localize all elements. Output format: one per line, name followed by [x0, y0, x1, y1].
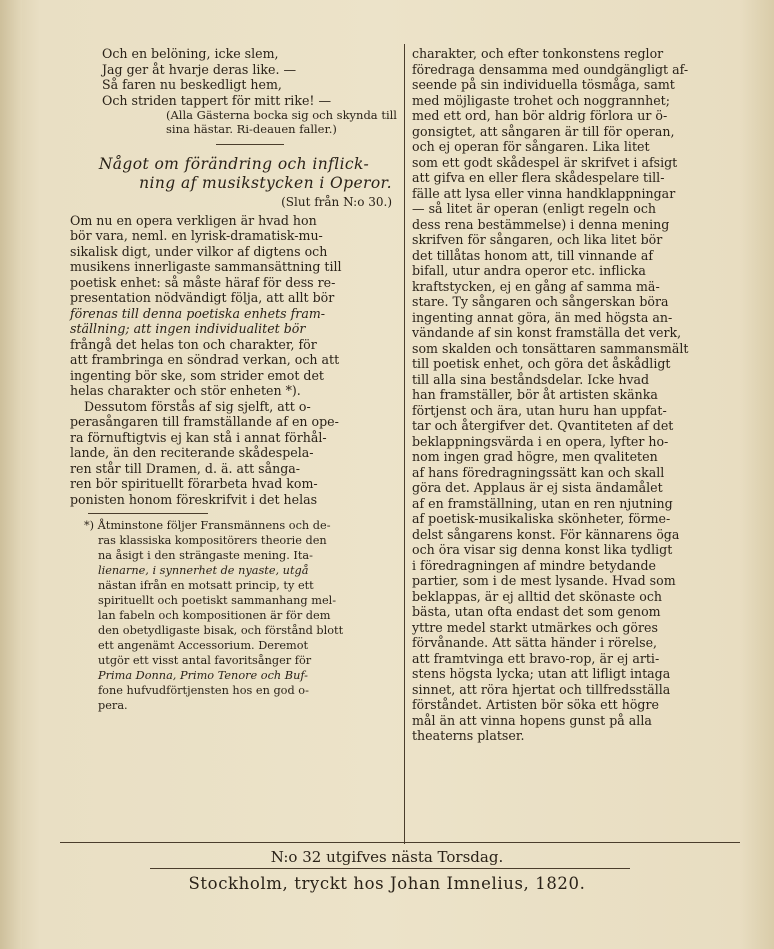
- footnote-line: pera.: [98, 699, 128, 712]
- body-line: lande, än den reciterande skådespela-: [70, 445, 314, 460]
- footnote-line: ett angenämt Accessorium. Deremot: [98, 639, 309, 652]
- body-line: att gifva en eller flera skådespelare till-: [412, 170, 665, 185]
- body-line: det tillåtas honom att, till vinnande af: [412, 247, 654, 263]
- footnote-line: fone hufvudförtjensten hos en god o-: [98, 684, 309, 697]
- footer-rule-top: [60, 842, 740, 843]
- binding-gutter: [0, 0, 22, 949]
- body-line: ställning; att ingen individualitet bör: [70, 321, 306, 336]
- section-rule: [216, 144, 284, 145]
- poem-line: Så faren nu beskedligt hem,: [102, 77, 282, 92]
- footnote-line: ras klassiska kompositörers theorie den: [98, 534, 327, 547]
- body-line: beklappas, är ej alltid det skönaste och: [412, 588, 662, 604]
- footer-rule-middle: [150, 868, 630, 869]
- body-line: som ett godt skådespel är skrifvet i afsigt: [412, 154, 678, 170]
- body-line: ren bör spirituellt förarbeta hvad kom-: [70, 476, 318, 491]
- continuation-note: (Slut från N:o 30.): [281, 195, 392, 209]
- body-line: gonsigtet, att sångaren är till för operan,: [412, 123, 675, 139]
- body-line: nom ingen grad högre, men qvaliteten: [412, 449, 658, 464]
- body-line: förvånande. Att sätta händer i rörelse,: [412, 635, 658, 650]
- body-line: ren står till Dramen, d. ä. att sånga-: [70, 460, 301, 476]
- column-divider: [404, 44, 405, 844]
- body-line: förenas till denna poetiska enhets fram-: [70, 305, 326, 321]
- body-line: dess rena bestämmelse) i denna mening: [412, 216, 670, 232]
- article-title: [70, 155, 398, 193]
- body-line: tar och återgifver det. Qvantiteten af det: [412, 418, 674, 433]
- poem-line: Och en belöning, icke slem,: [102, 46, 279, 61]
- body-line: skrifven för sångaren, och lika litet bör: [412, 232, 663, 247]
- body-line: helas charakter och stör enheten *).: [70, 383, 301, 398]
- body-line: med möjligaste trohet och noggrannhet;: [412, 92, 670, 108]
- body-line: af en framställning, utan en ren njutning: [412, 495, 673, 511]
- right-column: [412, 46, 738, 744]
- body-line: af hans föredragningssätt kan och skall: [412, 464, 665, 480]
- next-issue-notice: N:o 32 utgifves nästa Torsdag.: [270, 848, 504, 866]
- poem-line: Och striden tappert för mitt rike! —: [102, 92, 332, 108]
- body-line: vändande af sin konst framställa det verk,: [412, 325, 682, 340]
- stage-direction: (Alla Gästerna bocka sig och skynda till sina hästar. Ri-deauen faller.): [166, 108, 397, 136]
- footnote-line: nästan ifrån en motsatt princip, ty ett: [98, 579, 314, 592]
- body-line: musikens innerligaste sammansättning till: [70, 259, 342, 274]
- body-line: med ett ord, han bör aldrig förlora ur ö-: [412, 108, 668, 123]
- footnote-line: lienarne, i synnerhet de nyaste, utgå: [98, 564, 309, 577]
- body-line: stare. Ty sångaren och sångerskan böra: [412, 294, 669, 309]
- footnote-rule: [88, 513, 208, 514]
- footnote-line: den obetydligaste bisak, och förstånd blott: [98, 624, 344, 637]
- body-line: poetisk enhet: så måste häraf för dess re-: [70, 274, 336, 290]
- body-line: förståndet. Artisten bör söka ett högre: [412, 697, 659, 712]
- body-line: till alla sina beståndsdelar. Icke hvad: [412, 371, 650, 387]
- body-line: han framställer, bör åt artisten skänka: [412, 387, 658, 402]
- body-line: stens högsta lycka; utan att lifligt intaga: [412, 666, 671, 681]
- body-line: kraftstycken, ej en gång af samma mä-: [412, 278, 660, 294]
- footnote: [70, 518, 398, 713]
- footnote-line: na åsigt i den strängaste mening. Ita-: [98, 549, 313, 562]
- body-line: att framtvinga ett bravo-rop, är ej arti-: [412, 650, 660, 666]
- body-line: sikalisk digt, under vilkor af digtens och: [70, 243, 328, 259]
- body-line: yttre medel starkt utmärkes och göres: [412, 619, 658, 635]
- body-line: bör vara, neml. en lyrisk-dramatisk-mu-: [70, 228, 323, 243]
- body-line: sinnet, att röra hjertat och tillfredsställa: [412, 681, 671, 697]
- body-line: som skalden och tonsättaren sammansmält: [412, 340, 689, 356]
- title-line-2: ning af musikstycken i Operor.: [139, 174, 392, 192]
- body-line: theaterns platser.: [412, 728, 525, 743]
- body-line: ingenting bör ske, som strider emot det: [70, 367, 324, 383]
- poem-line: Jag ger åt hvarje deras like. —: [102, 61, 297, 77]
- poem: [102, 46, 398, 108]
- footnote-line: lan fabeln och kompositionen är för dem: [98, 609, 331, 622]
- body-line: förtjenst och ära, utan huru han uppfat-: [412, 402, 667, 418]
- body-line: ingenting annat göra, än med högsta an-: [412, 309, 673, 325]
- body-line: och öra visar sig denna konst lika tydligt: [412, 542, 673, 557]
- body-line: bifall, utur andra operor etc. inflicka: [412, 263, 646, 278]
- body-line: bästa, utan ofta endast det som genom: [412, 604, 661, 619]
- body-line: ponisten honom föreskrifvit i det helas: [70, 491, 318, 507]
- body-line: göra det. Applaus är ej sista ändamålet: [412, 480, 663, 495]
- title-line-1: Något om förändring och inflick-: [98, 155, 370, 173]
- left-column: [70, 46, 398, 713]
- body-line: — så litet är operan (enligt regeln och: [412, 201, 657, 216]
- body-line: mål än att vinna hopens gunst på alla: [412, 712, 652, 728]
- body-line: ra förnuftigtvis ej kan stå i annat förhål-: [70, 429, 327, 445]
- body-line: beklappningsvärda i en opera, lyfter ho-: [412, 433, 669, 449]
- body-line: i föredragningen af mindre betydande: [412, 557, 656, 573]
- right-body-text: [412, 46, 738, 744]
- body-line: seende på sin individuella tösmåga, samt: [412, 77, 675, 92]
- printer-imprint: Stockholm, tryckt hos Johan Imnelius, 1820.: [188, 874, 586, 893]
- body-line: Dessutom förstås af sig sjelft, att o-: [84, 398, 311, 414]
- body-line: presentation nödvändigt följa, att allt bör: [70, 290, 335, 305]
- body-line: och ej operan för sångaren. Lika litet: [412, 139, 650, 154]
- body-line: att frambringa en söndrad verkan, och att: [70, 352, 340, 367]
- footnote-line: utgör ett visst antal favoritsånger för: [98, 654, 312, 667]
- body-line: föredraga densamma med oundgängligt af-: [412, 61, 689, 77]
- body-line: Om nu en opera verkligen är hvad hon: [70, 212, 317, 228]
- body-line: fälle att lysa eller vinna handklappningar: [412, 185, 676, 201]
- footnote-line: *) Åtminstone följer Fransmännens och de-: [84, 519, 331, 532]
- body-line: charakter, och efter tonkonstens reglor: [412, 46, 664, 61]
- body-line: perasångaren till framställande af en ope-: [70, 414, 339, 429]
- body-line: af poetisk-musikaliska skönheter, förme-: [412, 511, 671, 526]
- footnote-line: Prima Donna, Primo Tenore och Buf-: [98, 669, 308, 682]
- footnote-line: spirituellt och poetiskt sammanhang mel-: [98, 594, 337, 607]
- body-line: partier, som i de mest lysande. Hvad som: [412, 573, 676, 588]
- body-line: till poetisk enhet, och göra det åskådligt: [412, 356, 671, 371]
- body-line: delst sångarens konst. För kännarens öga: [412, 526, 680, 542]
- body-line: frångå det helas ton och charakter, för: [70, 336, 317, 352]
- left-body-text: [70, 213, 398, 508]
